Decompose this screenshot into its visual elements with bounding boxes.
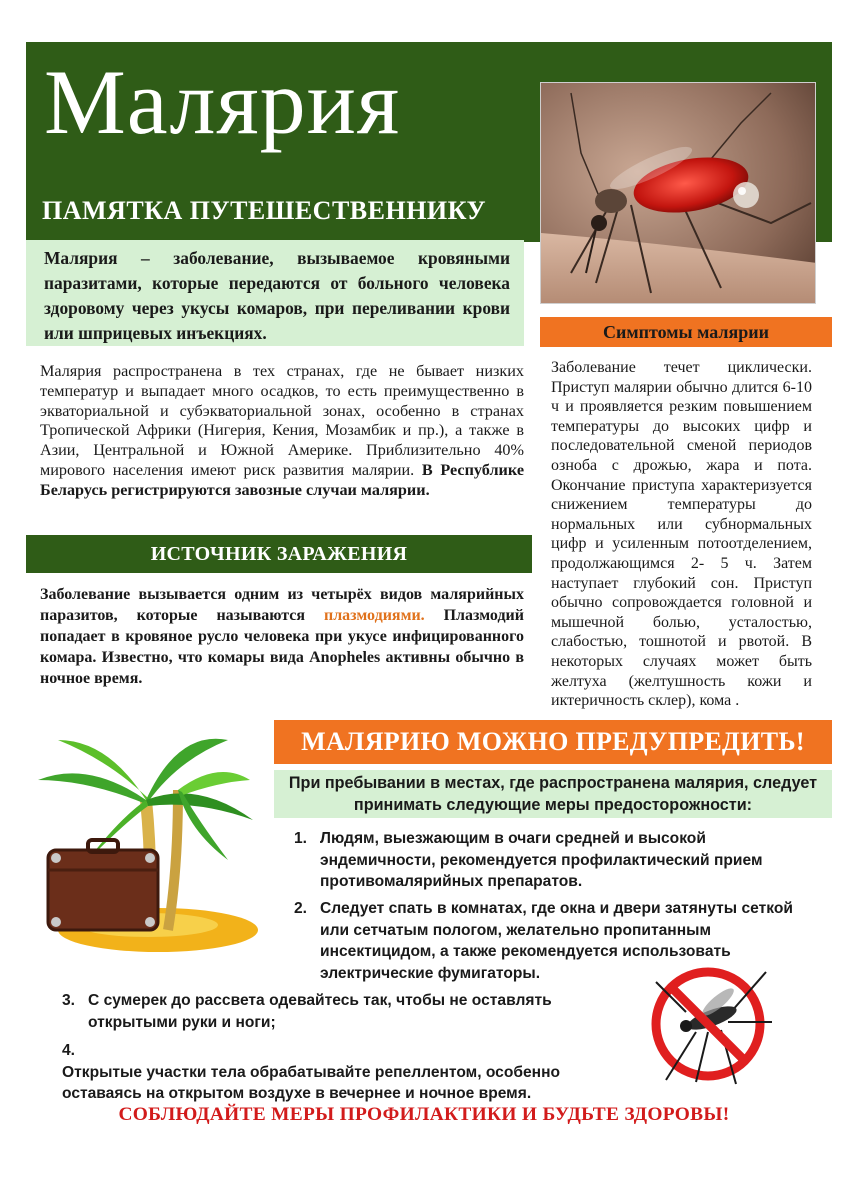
mosquito-photo: [540, 82, 816, 304]
no-mosquito-sign: [646, 962, 776, 1086]
page-title: Малярия: [44, 51, 401, 153]
symptoms-heading: Симптомы малярии: [540, 317, 832, 347]
measure-item: [62, 1040, 642, 1105]
source-heading: ИСТОЧНИК ЗАРАЖЕНИЯ: [26, 535, 532, 573]
mosquito-illustration: [541, 83, 816, 304]
source-paragraph: [40, 584, 524, 689]
measure-text: С сумерек до рассвета одевайтесь так, чтобы не оставлять открытыми руки и ноги;: [88, 992, 552, 1031]
measure-item: [294, 828, 804, 893]
measure-text: Открытые участки тела обрабатывайте репеллентом, особенно оставаясь на открытом воздухе в вечернее и ночное время.: [62, 1063, 561, 1103]
palm-suitcase-illustration: [28, 720, 258, 956]
measure-number: 2.: [294, 900, 308, 917]
source-text-after: Плазмодий попадает в кровяное русло человека при укусе инфицированного комара. Известно, что комары вида Anopheles активны обычно в ночное время.: [40, 607, 524, 687]
prevention-note: При пребывании в местах, где распространена малярия, следует принимать следующие меры предосторожности:: [274, 770, 832, 818]
measure-item: [62, 990, 622, 1033]
spread-bold-text: В Республике Беларусь регистрируются завозные случаи малярии.: [40, 460, 524, 499]
source-text-before: Заболевание вызывается одним из четырёх видов малярийных паразитов, которые называются: [40, 586, 524, 624]
closing-slogan: СОБЛЮДАЙТЕ МЕРЫ ПРОФИЛАКТИКИ И БУДЬТЕ ЗДОРОВЫ!: [118, 1104, 730, 1125]
measure-number: 4.: [62, 1042, 76, 1059]
measure-text: Следует спать в комнатах, где окна и двери затянуты сеткой или сетчатым пологом, желательно пропитанным инсектицидом, а также рекомендуется использовать электрические фумигаторы.: [320, 900, 793, 982]
source-highlight: плазмодиями.: [323, 607, 425, 624]
intro-box: [26, 240, 524, 346]
spread-paragraph: [40, 362, 524, 501]
page-subtitle: ПАМЯТКА ПУТЕШЕСТВЕННИКУ: [42, 196, 487, 225]
measure-number: 3.: [62, 992, 76, 1009]
prevention-heading: МАЛЯРИЮ МОЖНО ПРЕДУПРЕДИТЬ!: [274, 720, 832, 764]
spread-text: Малярия распространена в тех странах, где не бывает низких температур и выпадает много осадков, то есть преимущественно в экваториальной и субэкваториальной зонах, особенно в странах Тропической Африки (Нигерия, Кения, Мозамбик и пр.), а также в Азии, Центральной и Южной Америке. Приблизительно 40% мирового населения имеют риск развития малярии.: [40, 362, 524, 479]
symptoms-text: Заболевание течет циклически. Приступ малярии обычно длится 6-10 ч и проявляется резким повышением температуры до высоких цифр и последовательной сменой периодов озноба с дрожью, жара и пота. Окончание приступа характеризуется снижением температуры до нормальных или субнормальных цифр и усиленным потоотделением, продолжающимся 2- 5 ч. Затем наступает глубокий сон. Приступ обычно сопровождается головной и мышечной болью, усталостью, слабостью, тошнотой и рвотой. В некоторых случаях может быть желтуха (желтушность кожи и иктеричность склер), кома .: [551, 359, 812, 710]
no-mosquito-icon: [646, 962, 776, 1086]
measure-number: 1.: [294, 830, 308, 847]
palm-icon: [28, 720, 258, 956]
measure-text: Людям, выезжающим в очаги средней и высокой эндемичности, рекомендуется профилактический прием противомалярийных препаратов.: [320, 830, 763, 891]
intro-text: Малярия – заболевание, вызываемое кровяными паразитами, которые передаются от больного человека здоровому через укусы комаров, при переливании крови или шприцевых инъекциях.: [44, 248, 510, 343]
